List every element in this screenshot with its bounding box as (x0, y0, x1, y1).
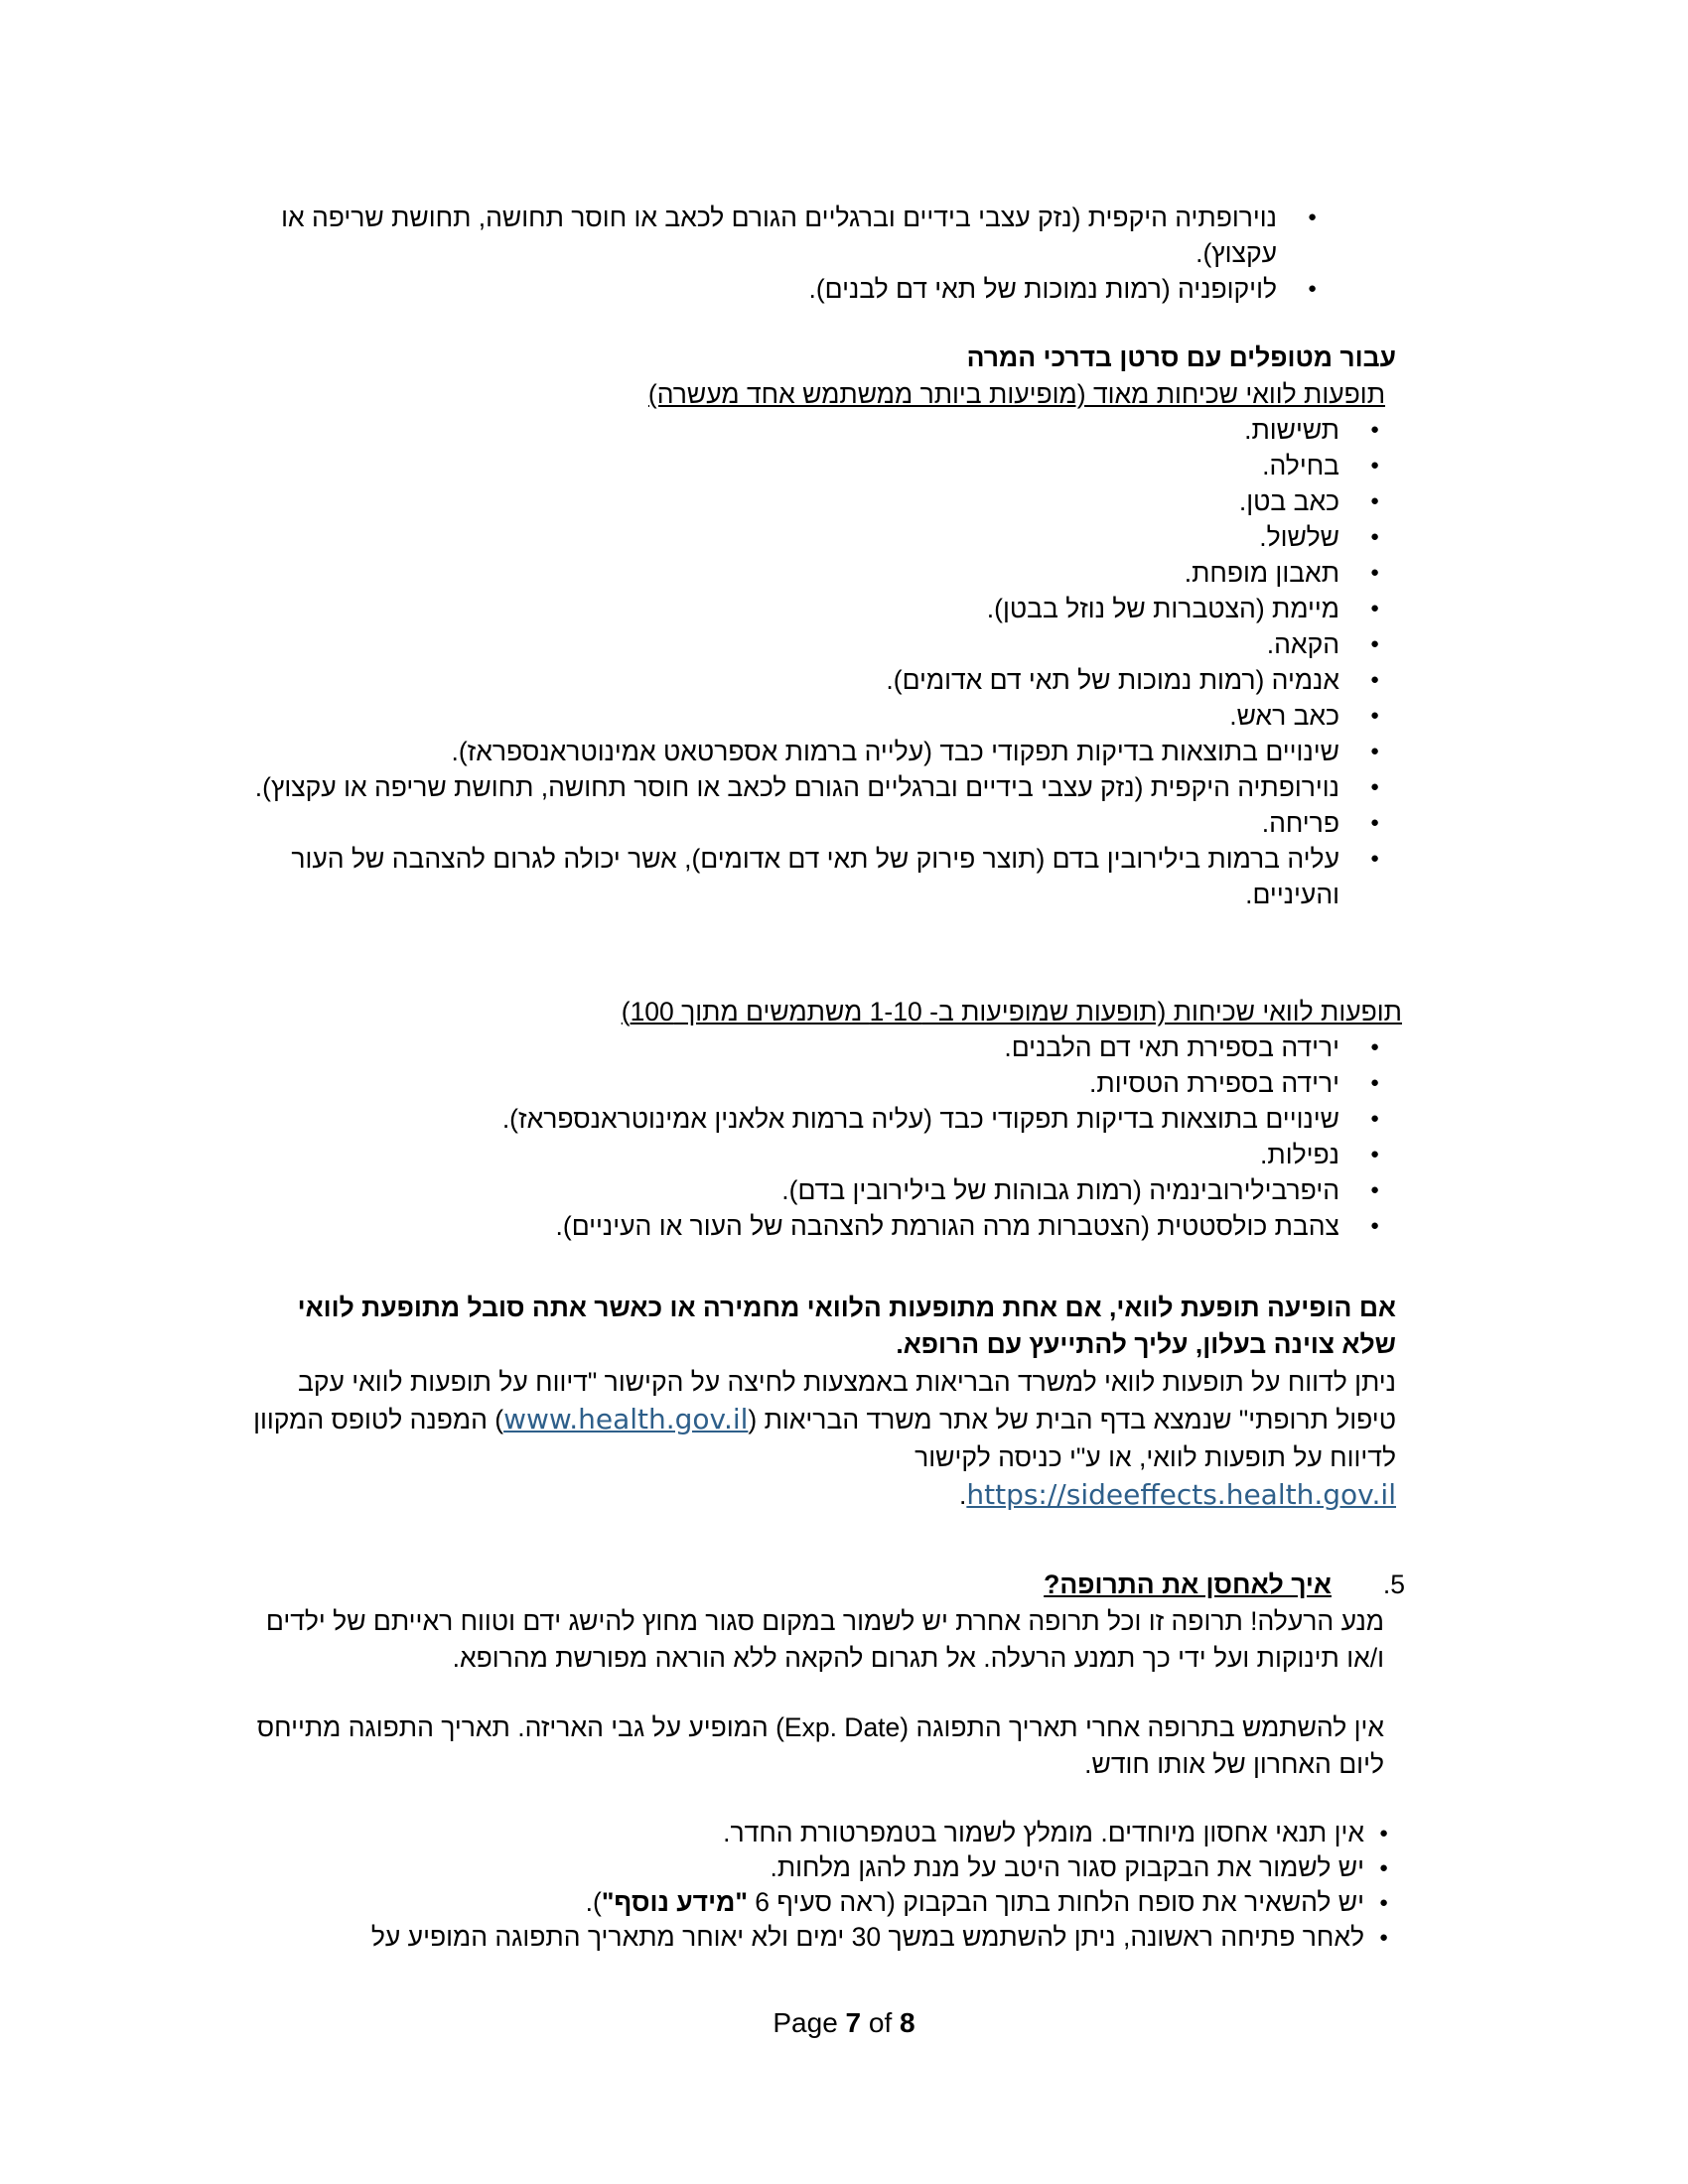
list-item: ● מיימת (הצטברות של נוזל בבטן). (253, 591, 1385, 626)
storage-heading-row (313, 1567, 1405, 1603)
exp-date-label: Exp. Date (783, 1712, 901, 1742)
list-item: ● ירידה בספירת תאי דם הלבנים. (253, 1029, 1385, 1065)
bullet3-part-1: יש להשאיר את סופח הלחות בתוך הבקבוק (ראה סעיף 6 (747, 1887, 1364, 1917)
bullet3-bold: "מידע נוסף" (601, 1887, 748, 1917)
section-title: עבור מטופלים עם סרטן בדרכי המרה (966, 342, 1396, 372)
list-item: ● שינויים בתוצאות בדיקות תפקודי כבד (עליה ברמות אלאנין אמינוטראנספראז). (253, 1101, 1385, 1137)
report-text (249, 1363, 1396, 1514)
current-page-number: 7 (845, 2007, 862, 2038)
warning-bold-text: אם הופיעה תופעת לוואי, אם אחת מתופעות הלוואי מחמירה או כאשר אתה סובל מתופעת לוואי שלא צוינה בעלון, עליך להתייעץ עם הרופא. (297, 1293, 1396, 1359)
list-item: ● ירידה בספירת הטסיות. (253, 1065, 1385, 1101)
very-common-heading: תופעות לוואי שכיחות מאוד (מופיעות ביותר ממשתמש אחד מעשרה) (647, 379, 1385, 409)
list-item: ● כאב ראש. (253, 698, 1385, 734)
list-item: ● הקאה. (253, 626, 1385, 662)
list-item: ● נוירופתיה היקפית (נזק עצבי בידיים וברגליים הגורם לכאב או חוסר תחושה, תחושת שריפה או עקצוץ). (253, 769, 1385, 805)
report-end: . (958, 1480, 967, 1510)
storage-heading: איך לאחסן את התרופה? (1044, 1570, 1332, 1599)
storage-bullet-list (258, 1816, 1390, 1955)
list-item: ● כאב בטן. (253, 483, 1385, 519)
list-item: ● שלשול. (253, 519, 1385, 555)
storage-paragraph-2 (237, 1709, 1384, 1783)
total-page-number: 8 (900, 2007, 915, 2038)
page-footer (0, 2007, 1688, 2039)
para2-part-1: אין להשתמש בתרופה אחרי תאריך התפוגה ( (900, 1712, 1384, 1742)
list-item: ● לויקופניה (רמות נמוכות של תאי דם לבנים). (270, 271, 1323, 307)
list-item: ● שינויים בתוצאות בדיקות תפקודי כבד (עלייה ברמות אספרטאט אמינוטראנספראז). (253, 734, 1385, 769)
footer-of: of (861, 2007, 901, 2038)
common-list (253, 1029, 1385, 1244)
very-common-list (253, 412, 1385, 912)
list-item: ● בחילה. (253, 448, 1385, 483)
para2-part-2: ) המופיע על גבי האריזה. תאריך התפוגה מתייחס ליום האחרון של אותו חודש. (256, 1712, 1384, 1779)
common-heading: תופעות לוואי שכיחות (תופעות שמופיעות ב- 1-10 משתמשים מתוך 100) (621, 997, 1402, 1026)
list-item: ● יש לשמור את הבקבוק סגור היטב על מנת להגן מלחות. (258, 1850, 1390, 1885)
top-bullet-list (270, 200, 1323, 307)
section-number: 5. (1382, 1570, 1405, 1599)
list-item: ● נפילות. (253, 1137, 1385, 1172)
report-text-part-2: ) המפנה לטופס המקוון לדיווח על תופעות לוואי, או ע"י כניסה לקישור (253, 1405, 1396, 1472)
health-gov-link[interactable]: www.health.gov.il (503, 1403, 749, 1435)
storage-paragraph-1: מנע הרעלה! תרופה זו וכל תרופה אחרת יש לשמור במקום סגור מחוץ להישג ידם וטווח ראייתם של ילדים ו/או תינוקות ועל ידי כך תמנע הרעלה. אל תגרום להקאה ללא הוראה מפורשת מהרופא. (265, 1606, 1384, 1673)
list-item: ● תאבון מופחת. (253, 555, 1385, 591)
list-item: ● עליה ברמות בילירובין בדם (תוצר פירוק של תאי דם אדומים), אשר יכולה לגרום להצהבה של העור והעיניים. (253, 841, 1385, 912)
list-item: ● היפרבילירובינמיה (רמות גבוהות של בילירובין בדם). (253, 1172, 1385, 1208)
list-item: ● תשישות. (253, 412, 1385, 448)
report-text-part-1: ניתן לדווח על תופעות לוואי למשרד הבריאות באמצעות לחיצה על הקישור "דיווח על תופעות לוואי עקב טיפול תרופתי" שנמצא בדף הבית של אתר משרד הבריאות ( (298, 1367, 1396, 1434)
list-item: ● אנמיה (רמות נמוכות של תאי דם אדומים). (253, 662, 1385, 698)
warning-paragraph (249, 1290, 1396, 1514)
list-item (258, 1885, 1390, 1920)
list-item: ● נוירופתיה היקפית (נזק עצבי בידיים וברגליים הגורם לכאב או חוסר תחושה, תחושת שריפה או עקצוץ). (270, 200, 1323, 271)
bullet3-part-2: ). (585, 1887, 602, 1917)
sideeffects-link[interactable]: https://sideeffects.health.gov.il (966, 1478, 1396, 1511)
list-item: ● לאחר פתיחה ראשונה, ניתן להשתמש במשך 30 ימים ולא יאוחר מתאריך התפוגה המופיע על (258, 1920, 1390, 1955)
footer-prefix: Page (773, 2007, 846, 2038)
list-item: ● אין תנאי אחסון מיוחדים. מומלץ לשמור בטמפרטורת החדר. (258, 1816, 1390, 1850)
list-item: ● פריחה. (253, 805, 1385, 841)
list-item: ● צהבת כולסטטית (הצטברות מרה הגורמת להצהבה של העור או העיניים). (253, 1208, 1385, 1244)
